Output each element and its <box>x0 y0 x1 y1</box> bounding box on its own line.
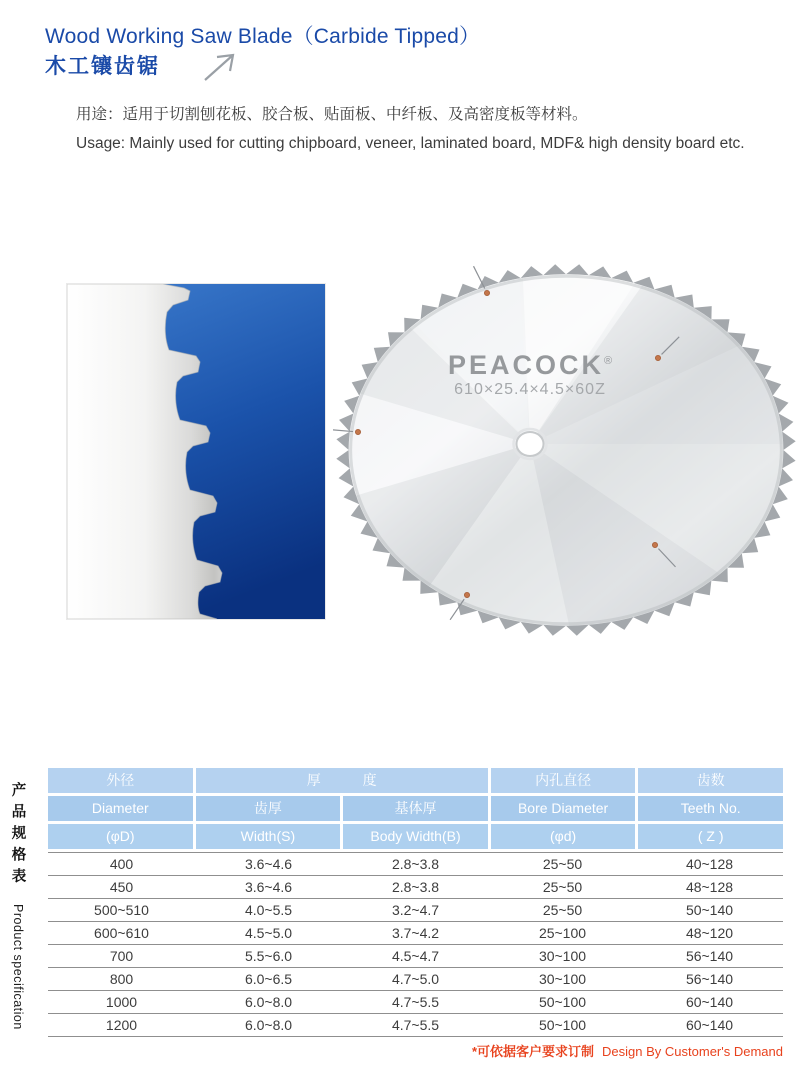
note-en: Design By Customer's Demand <box>602 1044 783 1059</box>
table-cell: 25~50 <box>542 902 583 918</box>
table-cell: 2.8~3.8 <box>391 879 440 895</box>
table-row <box>48 991 783 1014</box>
table-cell: 4.7~5.5 <box>391 994 440 1010</box>
header-cell: Width(S) <box>196 824 341 849</box>
table-cell: 800 <box>109 971 134 987</box>
table-cell: 30~100 <box>538 971 587 987</box>
table-row <box>48 1014 783 1037</box>
table-cell: 5.5~6.0 <box>244 948 293 964</box>
header-cell: ( Z ) <box>638 824 783 849</box>
table-cell: 400 <box>109 856 134 872</box>
up-right-arrow-icon <box>202 52 238 82</box>
table-body <box>48 852 783 1037</box>
table-cell: 6.0~8.0 <box>244 994 293 1010</box>
usage-text-zh: 用途：适用于切割刨花板、胶合板、贴面板、中纤板、及高密度板等材料。 <box>76 106 588 123</box>
note-zh: *可依据客户要求订制 <box>471 1044 595 1059</box>
table-cell: 60~140 <box>685 994 734 1010</box>
page-title: Wood Working Saw Blade（Carbide Tipped） <box>45 25 481 48</box>
custom-order-note <box>48 1041 783 1060</box>
table-cell: 60~140 <box>685 1017 734 1033</box>
blade-photo <box>333 258 800 644</box>
table-cell: 4.0~5.5 <box>244 902 293 918</box>
usage-text-en: Usage: Mainly used for cutting chipboard, veneer, laminated board, MDF& high density board etc. <box>76 135 745 152</box>
header-cell: 内孔直径 <box>491 768 636 793</box>
table-cell: 4.7~5.5 <box>391 1017 440 1033</box>
table-cell: 1200 <box>105 1017 138 1033</box>
side-label-en: Product specification <box>11 903 25 1030</box>
table-row <box>48 922 783 945</box>
header-cell: Teeth No. <box>638 796 783 821</box>
table-cell: 50~100 <box>538 994 587 1010</box>
section-side-label <box>5 782 31 1029</box>
table-cell: 3.7~4.2 <box>391 925 440 941</box>
header-cell: 齿数 <box>638 768 783 793</box>
table-cell: 48~128 <box>685 879 734 895</box>
table-cell: 25~100 <box>538 925 587 941</box>
table-cell: 700 <box>109 948 134 964</box>
header-cell: 基体厚 <box>343 796 488 821</box>
table-header <box>48 768 783 849</box>
blade-spec-label: 610×25.4×4.5×60Z <box>454 381 606 398</box>
table-cell: 450 <box>109 879 134 895</box>
table-cell: 3.6~4.6 <box>244 879 293 895</box>
table-cell: 56~140 <box>685 971 734 987</box>
table-cell: 6.0~8.0 <box>244 1017 293 1033</box>
side-label-zh: 产品规格表 <box>9 782 26 890</box>
header-cell: (φd) <box>491 824 636 849</box>
table-cell: 4.5~4.7 <box>391 948 440 964</box>
saw-blade-graphic <box>333 258 800 644</box>
header-cell: 外径 <box>48 768 193 793</box>
table-row <box>48 853 783 876</box>
table-cell: 2.8~3.8 <box>391 856 440 872</box>
table-cell: 48~120 <box>685 925 734 941</box>
table-cell: 50~100 <box>538 1017 587 1033</box>
header-cell: (φD) <box>48 824 193 849</box>
table-cell: 1000 <box>105 994 138 1010</box>
table-row <box>48 876 783 899</box>
table-cell: 40~128 <box>685 856 734 872</box>
table-cell: 50~140 <box>685 902 734 918</box>
table-cell: 4.7~5.0 <box>391 971 440 987</box>
blade-closeup-photo <box>66 283 326 620</box>
table-row <box>48 968 783 991</box>
table-row <box>48 899 783 922</box>
table-row <box>48 945 783 968</box>
header-cell: 齿厚 <box>196 796 341 821</box>
page-title-zh: 木工镶齿锯 <box>45 55 160 78</box>
table-cell: 56~140 <box>685 948 734 964</box>
table-cell: 500~510 <box>94 902 149 918</box>
header-cell: Body Width(B) <box>343 824 488 849</box>
table-cell: 30~100 <box>538 948 587 964</box>
specification-table <box>48 768 783 1037</box>
table-cell: 3.2~4.7 <box>391 902 440 918</box>
header-cell: Diameter <box>48 796 193 821</box>
usage-block <box>40 100 752 158</box>
table-cell: 4.5~5.0 <box>244 925 293 941</box>
table-cell: 3.6~4.6 <box>244 856 293 872</box>
table-cell: 25~50 <box>542 856 583 872</box>
table-cell: 600~610 <box>94 925 149 941</box>
blade-brand-label: PEACOCK® <box>447 350 613 380</box>
header-cell: 厚 度 <box>196 768 488 793</box>
table-cell: 6.0~6.5 <box>244 971 293 987</box>
table-cell: 25~50 <box>542 879 583 895</box>
header-cell: Bore Diameter <box>491 796 636 821</box>
